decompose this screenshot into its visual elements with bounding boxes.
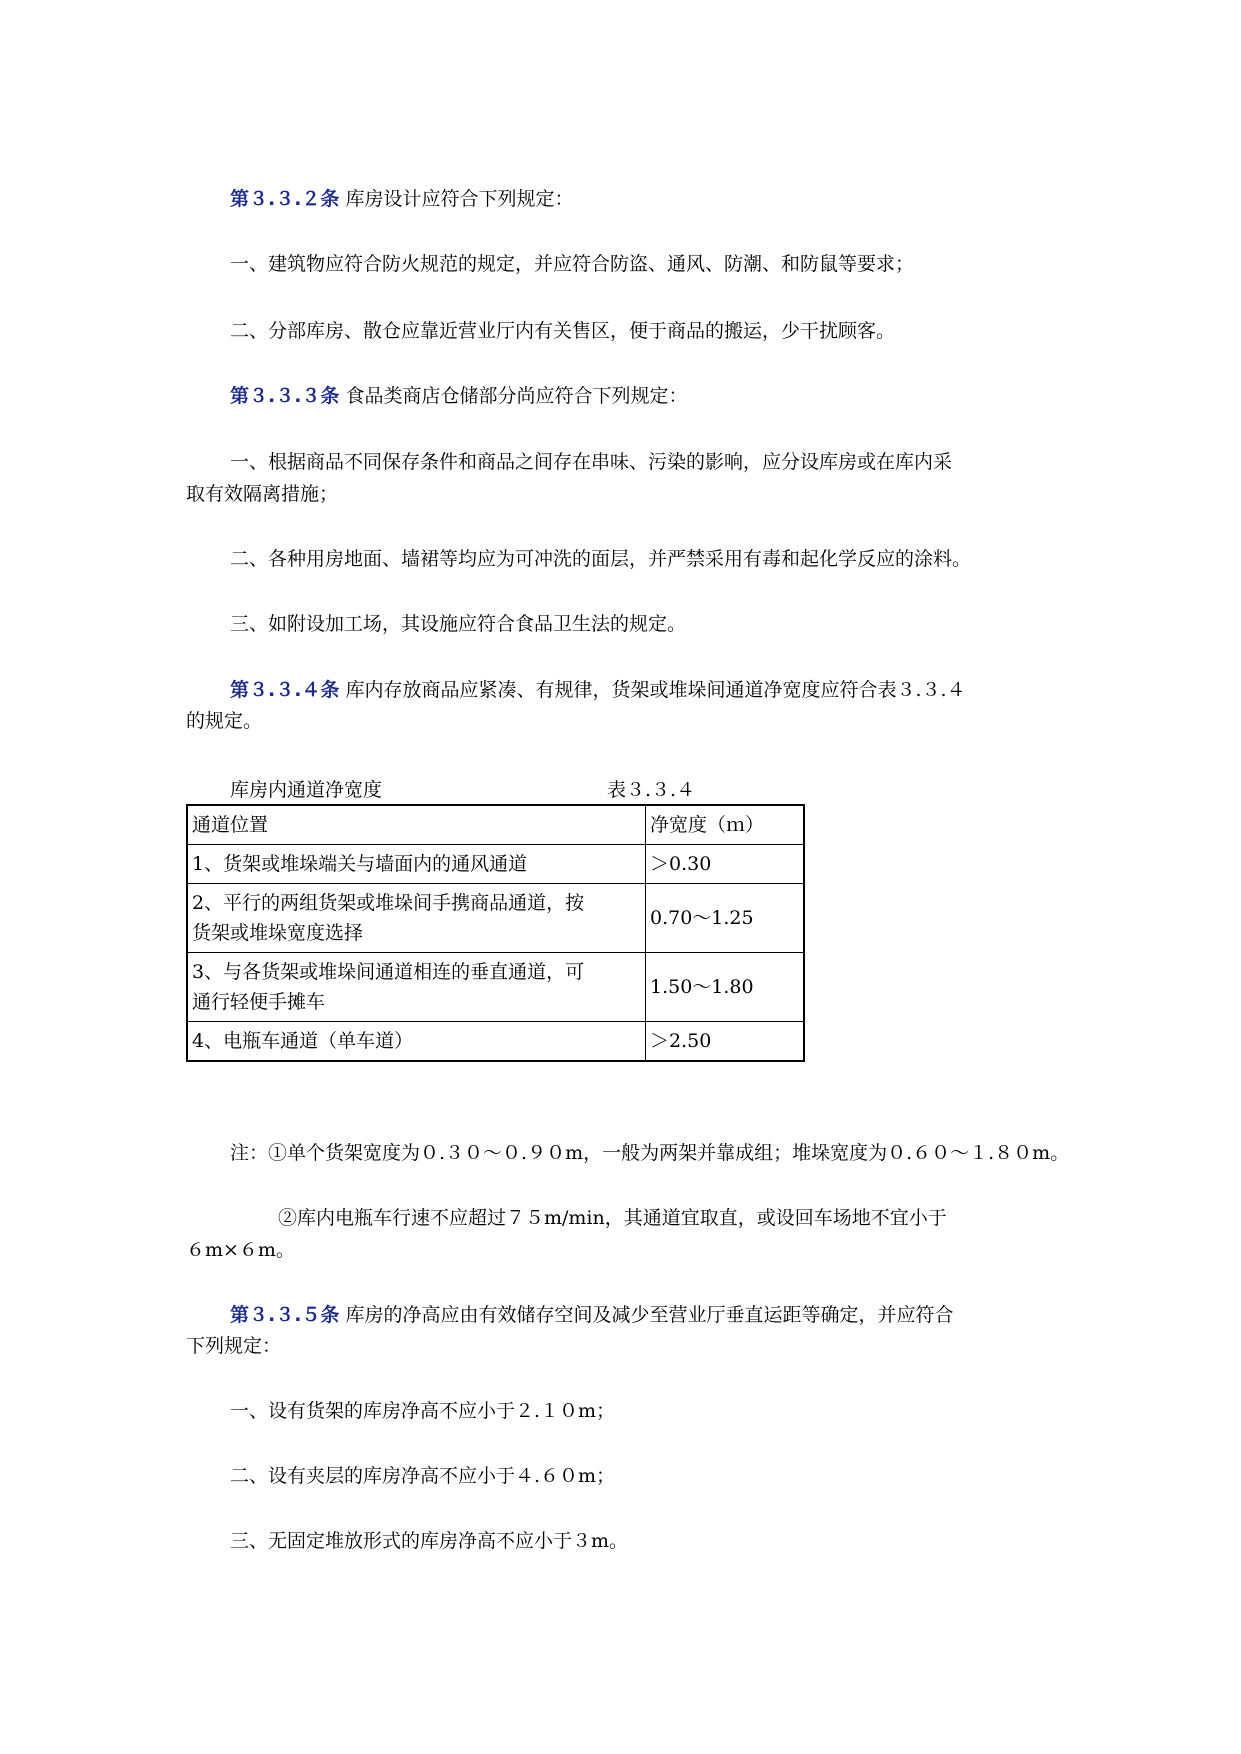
table-cell: ＞2.50 — [646, 1022, 805, 1062]
article-3-3-4 — [230, 677, 966, 703]
article-3-3-5 — [230, 1302, 954, 1328]
list-item: 二、设有夹层的库房净高不应小于４.６０m； — [230, 1465, 616, 1487]
header-cell: 净宽度（ｍ） — [646, 805, 805, 845]
list-item: 二、分部库房、散仓应靠近营业厅内有关售区，便于商品的搬运，少干扰顾客。 — [230, 320, 896, 342]
article-3-3-3 — [230, 383, 688, 409]
article-text-continuation: 下列规定： — [186, 1335, 282, 1357]
article-label: 第３.３.５条 — [230, 1304, 340, 1326]
list-item: 一、建筑物应符合防火规范的规定，并应符合防盗、通风、防潮、和防鼠等要求； — [230, 253, 915, 275]
table-header-row — [187, 805, 804, 845]
cell-line: 2、平行的两组货架或堆垛间手携商品通道，按 — [192, 892, 585, 914]
article-text-continuation: 的规定。 — [186, 710, 263, 732]
table-cell: ＞0.30 — [646, 845, 805, 884]
table-cell: 4、电瓶车通道（单车道） — [187, 1022, 646, 1062]
article-text: 库房设计应符合下列规定： — [345, 188, 574, 210]
table-cell: 1.50～1.80 — [646, 953, 805, 1022]
note-1: 注：①单个货架宽度为０.３０～０.９０m，一般为两架并靠成组；堆垛宽度为０.６０～１.８０m。 — [230, 1142, 1070, 1164]
article-label: 第３.３.３条 — [230, 385, 340, 407]
table-cell: 0.70～1.25 — [646, 884, 805, 953]
table-cell: 1、货架或堆垛端关与墙面内的通风通道 — [187, 845, 646, 884]
list-item: 一、设有货架的库房净高不应小于２.１０m； — [230, 1400, 616, 1422]
aisle-width-table — [186, 804, 805, 1062]
table-row — [187, 884, 804, 953]
table-row — [187, 1022, 804, 1062]
table-row — [187, 845, 804, 884]
article-text: 库内存放商品应紧凑、有规律，货架或堆垛间通道净宽度应符合表３.３.４ — [345, 679, 966, 701]
cell-line: 3、与各货架或堆垛间通道相连的垂直通道，可 — [192, 961, 585, 983]
list-item-continuation: 取有效隔离措施； — [186, 483, 339, 505]
note-2: ②库内电瓶车行速不应超过７５m/min，其通道宜取直，或设回车场地不宜小于 — [278, 1207, 947, 1229]
table-cell — [187, 884, 646, 953]
article-label: 第３.３.２条 — [230, 188, 340, 210]
article-3-3-2 — [230, 186, 574, 212]
article-label: 第３.３.４条 — [230, 679, 340, 701]
header-cell: 通道位置 — [187, 805, 646, 845]
list-item: 二、各种用房地面、墙裙等均应为可冲洗的面层，并严禁采用有毒和起化学反应的涂料。 — [230, 548, 972, 570]
note-2-continuation: ６m×６m。 — [186, 1239, 295, 1261]
article-text: 库房的净高应由有效储存空间及减少至营业厅垂直运距等确定，并应符合 — [345, 1304, 954, 1326]
list-item: 一、根据商品不同保存条件和商品之间存在串味、污染的影响，应分设库房或在库内采 — [230, 451, 953, 473]
list-item: 三、如附设加工场，其设施应符合食品卫生法的规定。 — [230, 613, 687, 635]
list-item: 三、无固定堆放形式的库房净高不应小于３m。 — [230, 1530, 629, 1552]
table-row — [187, 953, 804, 1022]
cell-line: 通行轻便手摊车 — [192, 991, 326, 1013]
cell-line: 货架或堆垛宽度选择 — [192, 922, 364, 944]
article-text: 食品类商店仓储部分尚应符合下列规定： — [345, 385, 688, 407]
table-cell — [187, 953, 646, 1022]
table-title: 库房内通道净宽度 — [230, 779, 383, 801]
table-number: 表３.３.４ — [607, 779, 696, 801]
